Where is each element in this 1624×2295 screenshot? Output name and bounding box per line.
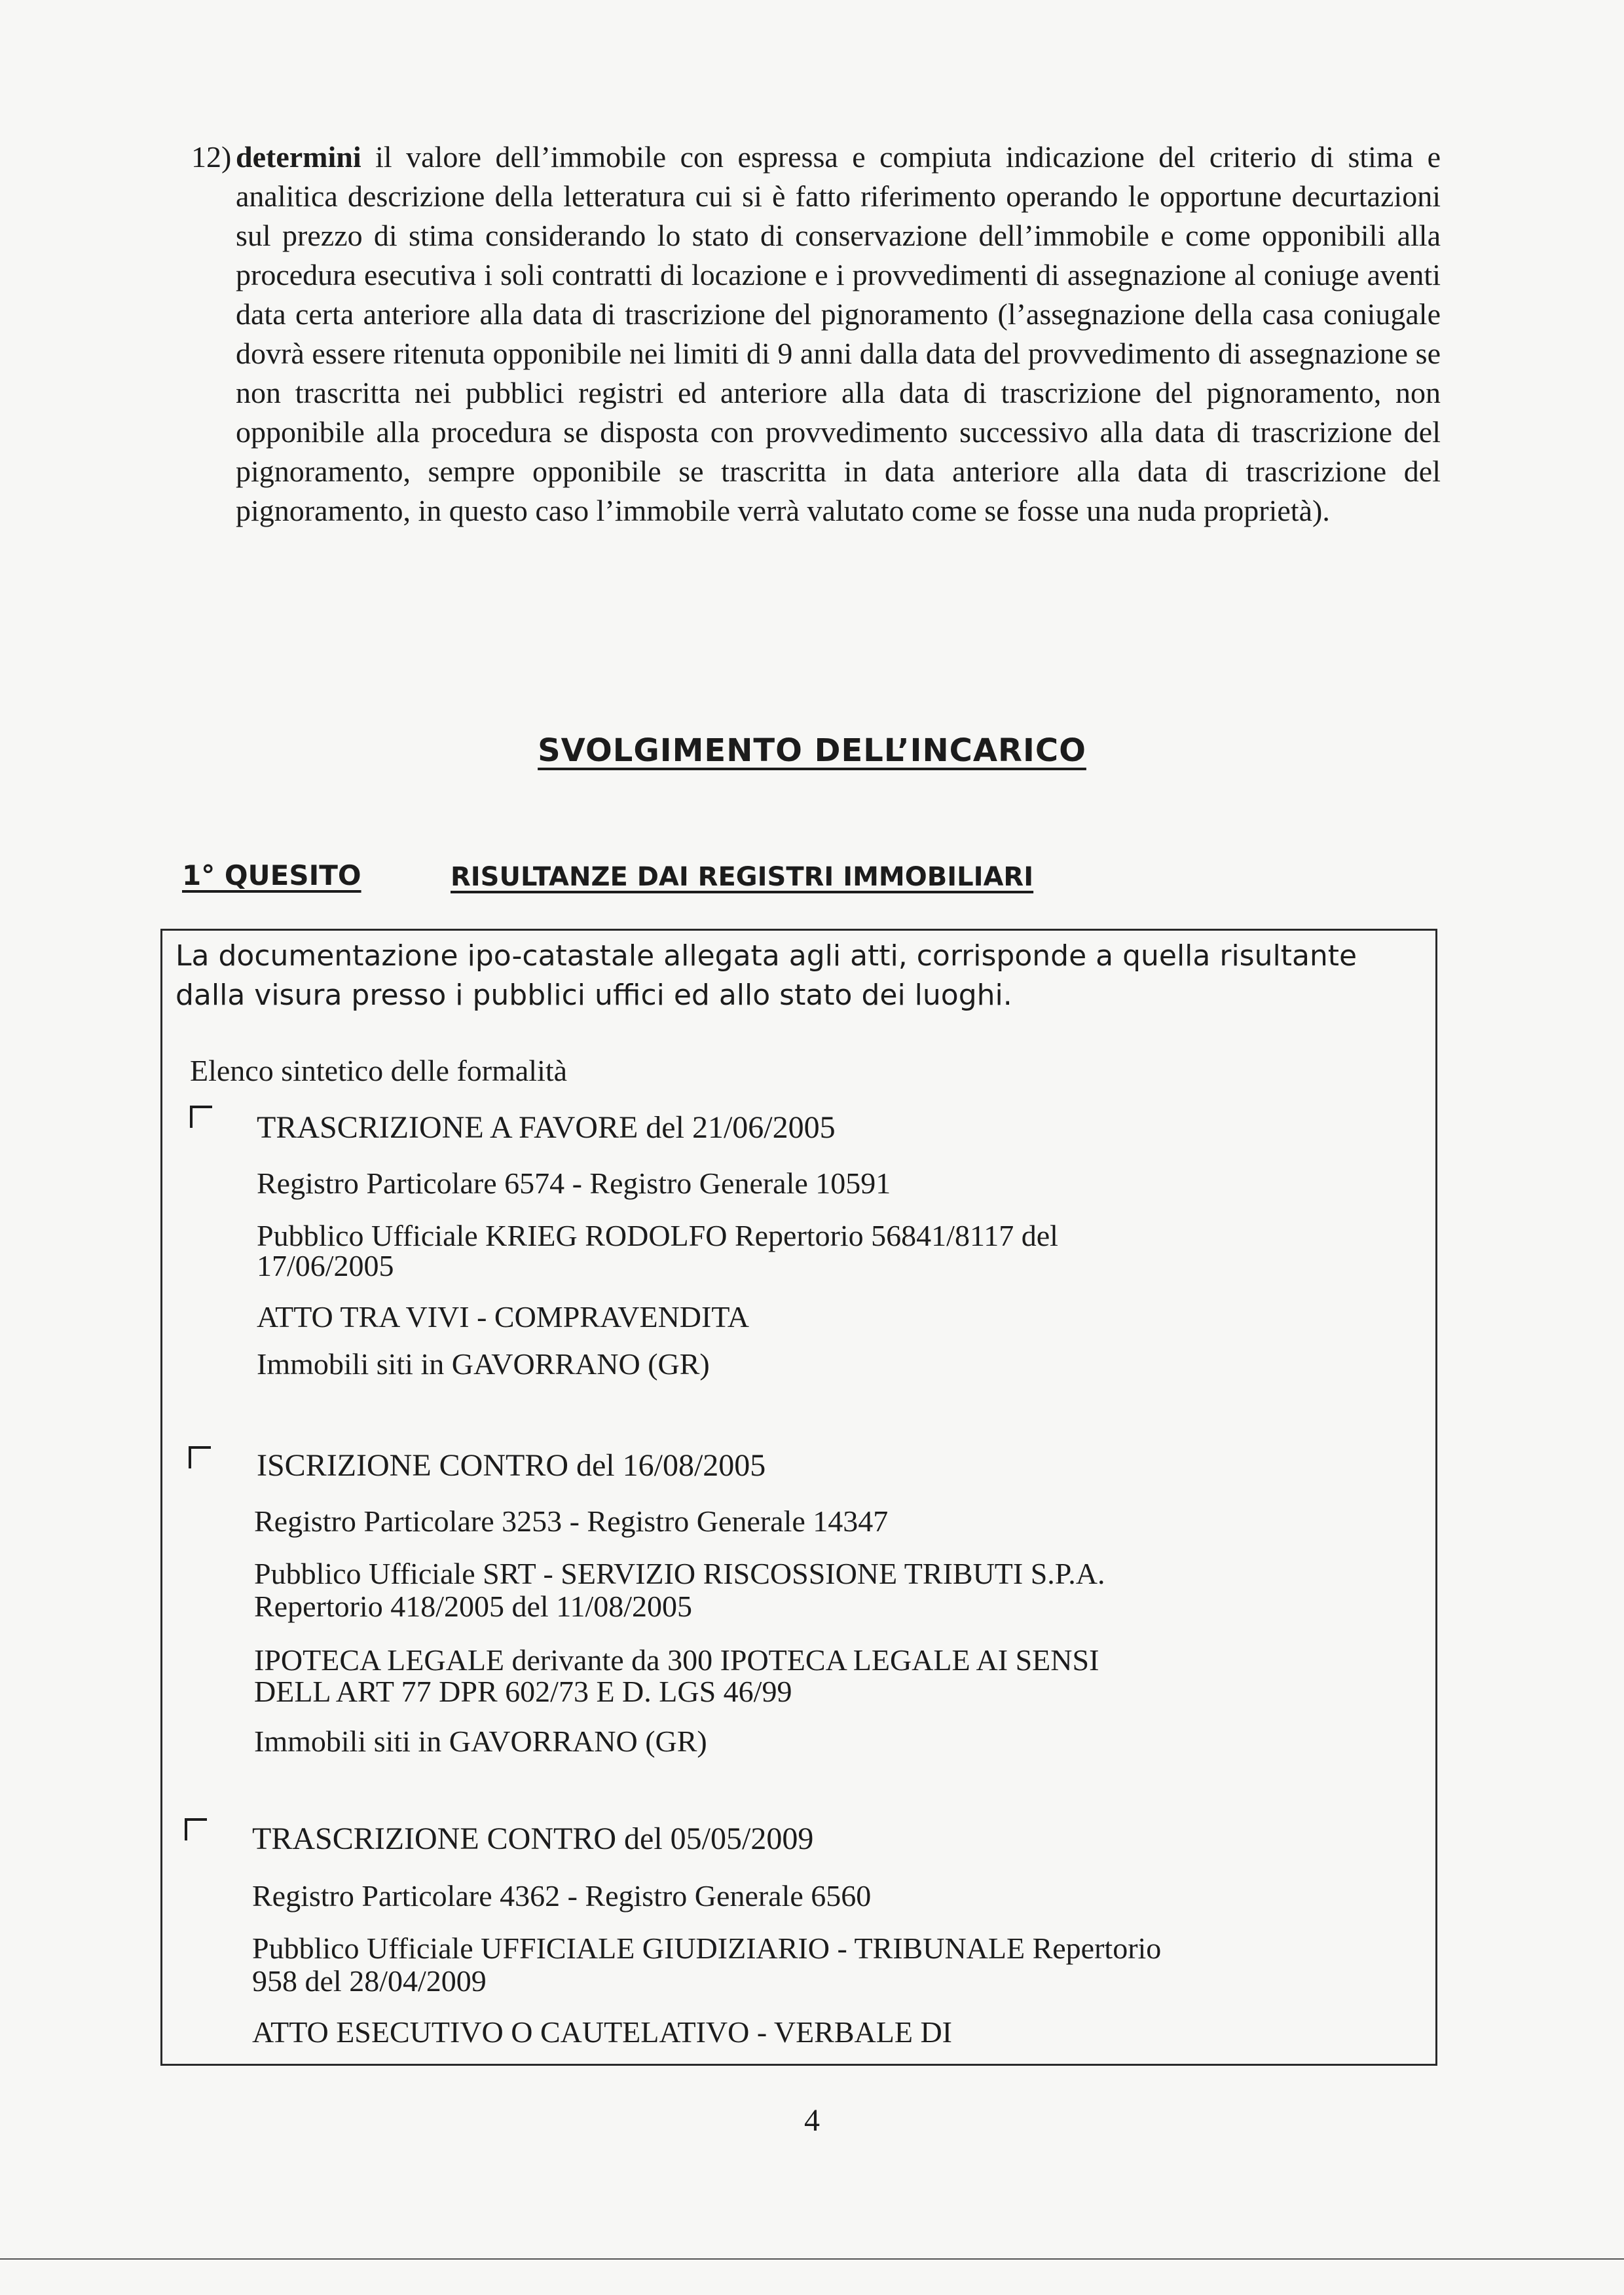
paragraph-12 [236,138,1441,531]
bottom-rule [0,2258,1624,2260]
entry-pubblico: Pubblico Ufficiale KRIEG RODOLFO Repertorio 56841/8117 del [257,1219,1058,1252]
checkbox-marker-icon [190,1106,212,1128]
entry-atto: ATTO ESECUTIVO O CAUTELATIVO - VERBALE DI [252,2015,952,2049]
entry-pubblico: Pubblico Ufficiale UFFICIALE GIUDIZIARIO - TRIBUNALE Repertorio [252,1931,1162,1965]
entry-head: TRASCRIZIONE CONTRO del 05/05/2009 [252,1821,814,1856]
paragraph-keyword: determini [236,140,361,174]
page-number: 4 [804,2103,820,2138]
entry-pubblico: Pubblico Ufficiale SRT - SERVIZIO RISCOSSIONE TRIBUTI S.P.A. [254,1557,1105,1590]
entry-head: ISCRIZIONE CONTRO del 16/08/2005 [257,1448,766,1483]
entry-atto: IPOTECA LEGALE derivante da 300 IPOTECA LEGALE AI SENSI [254,1643,1099,1677]
entry-registro: Registro Particolare 3253 - Registro Generale 14347 [254,1504,889,1538]
entry-pubblico-cont: 17/06/2005 [257,1249,394,1282]
entry-registro: Registro Particolare 4362 - Registro Generale 6560 [252,1879,872,1912]
entry-immobili: Immobili siti in GAVORRANO (GR) [257,1347,710,1381]
entry-immobili: Immobili siti in GAVORRANO (GR) [254,1725,707,1758]
entry-head: TRASCRIZIONE A FAVORE del 21/06/2005 [257,1110,836,1145]
paragraph-text: il valore dell’immobile con espressa e compiuta indicazione del criterio di stima e analitica descrizione della letteratura cui si è fatto riferimento operando le opportune decurtazioni sul prezzo di stima considerando lo stato di conservazione dell’immobile e come opponibili alla procedura esecutiva i soli contratti di locazione e i provvedimenti di assegnazione al coniuge aventi data certa anteriore alla data di trascrizione del pignoramento (l’assegnazione della casa coniugale dovrà essere ritenuta opponibile nei limiti di 9 anni dalla data del provvedimento di assegnazione se non trascritta nei pubblici registri ed anteriore alla data di trascrizione del pignoramento, non opponibile alla procedura se disposta con provvedimento successivo alla data di trascrizione del pignoramento, sempre opponibile se trascritta in data anteriore alla data di trascrizione del pignoramento, in questo caso l’immobile verrà valutato come se fosse una nuda proprietà). [236,140,1441,527]
elenco-label: Elenco sintetico delle formalità [190,1054,568,1087]
entry-pubblico-cont: 958 del 28/04/2009 [252,1964,487,1998]
quesito-label: 1° QUESITO [182,859,361,891]
entry-atto-cont: DELL ART 77 DPR 602/73 E D. LGS 46/99 [254,1675,792,1708]
paragraph-number: 12) [191,140,232,174]
quesito-title: RISULTANZE DAI REGISTRI IMMOBILIARI [451,862,1034,892]
checkbox-marker-icon [185,1818,207,1840]
box-intro: La documentazione ipo-catastale allegata agli atti, corrisponde a quella risultante dalla visura presso i pubblici uffici ed allo stato dei luoghi. [175,939,1357,1012]
entry-atto: ATTO TRA VIVI - COMPRAVENDITA [257,1300,749,1334]
entry-registro: Registro Particolare 6574 - Registro Generale 10591 [257,1166,891,1200]
checkbox-marker-icon [189,1446,211,1468]
entry-pubblico-cont: Repertorio 418/2005 del 11/08/2005 [254,1590,693,1623]
section-title: SVOLGIMENTO DELL’INCARICO [538,732,1086,769]
